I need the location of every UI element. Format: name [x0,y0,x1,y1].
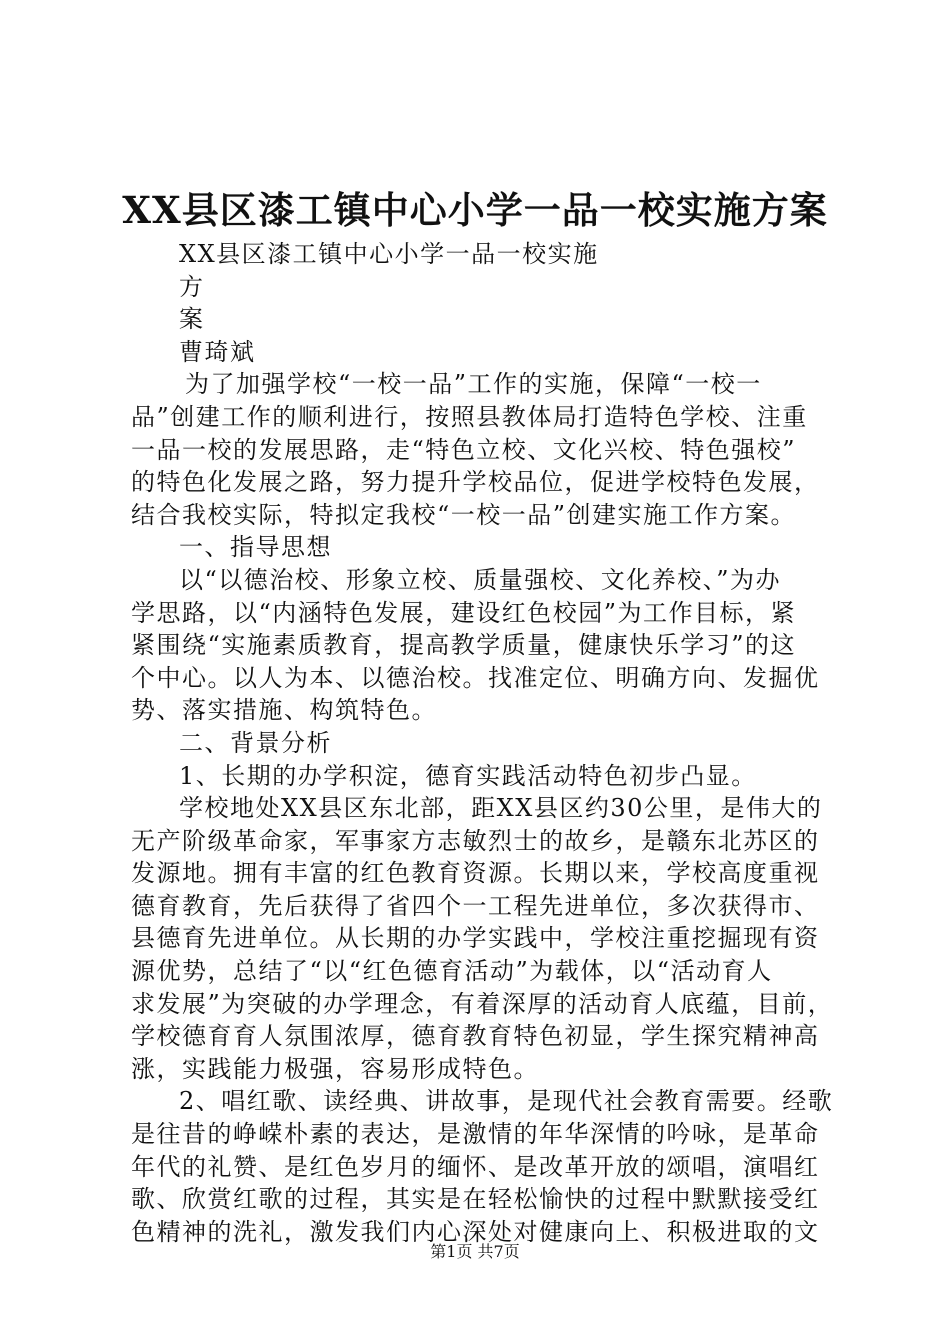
text-line: 年代的礼赞、是红色岁月的缅怀、是改革开放的颂唱，演唱红 [131,1152,820,1181]
document-body [131,238,834,1248]
text-line: 学校德育育人氛围浓厚，德育教育特色初显，学生探究精神高 [131,1022,820,1051]
text-line: 方 [179,272,205,301]
text-line: 品”创建工作的顺利进行，按照县教体局打造特色学校、注重 [131,402,808,431]
text-line: 结合我校实际，特拟定我校“一校一品”创建实施工作方案。 [131,500,797,529]
text-line: 无产阶级革命家，军事家方志敏烈士的故乡，是赣东北苏区的 [131,826,820,855]
text-line: XX县区漆工镇中心小学一品一校实施 [179,240,599,268]
text-line: 县德育先进单位。从长期的办学实践中，学校注重挖掘现有资 [131,924,820,953]
text-line: 曹琦斌 [179,337,256,366]
text-line: 案 [179,305,205,334]
text-line: 二、背景分析 [179,728,332,757]
text-line: 德育教育，先后获得了省四个一工程先进单位，多次获得市、 [131,891,820,920]
text-line: 色精神的洗礼，激发我们内心深处对健康向上、积极进取的文 [131,1217,820,1246]
text-line: 发源地。拥有丰富的红色教育资源。长期以来，学校高度重视 [131,859,820,888]
text-line: 歌、欣赏红歌的过程，其实是在轻松愉快的过程中默默接受红 [131,1185,820,1214]
text-line: 学思路，以“内涵特色发展，建设红色校园”为工作目标，紧 [131,598,797,627]
text-line: 势、落实措施、构筑特色。 [131,696,437,725]
text-line: 一品一校的发展思路，走“特色立校、文化兴校、特色强校” [131,435,797,464]
text-line: 紧围绕“实施素质教育，提高教学质量，健康快乐学习”的这 [131,631,797,660]
text-line: 涨，实践能力极强，容易形成特色。 [131,1054,539,1083]
text-line: 一、指导思想 [179,533,332,562]
document-title: XX县区漆工镇中心小学一品一校实施方案 [122,188,828,232]
text-line: 是往昔的峥嵘朴素的表达，是激情的年华深情的吟咏，是革命 [131,1120,820,1149]
text-line: 求发展”为突破的办学理念，有着深厚的活动育人底蕴，目前， [131,989,834,1018]
text-line: 个中心。以人为本、以德治校。找准定位、明确方向、发掘优 [131,663,820,692]
text-line: 源优势，总结了“以“红色德育活动”为载体，以“活动育人 [131,957,773,986]
text-line: 学校地处XX县区东北部，距XX县区约30公里，是伟大的 [179,794,823,823]
page-footer: 第1页 共7页 [430,1242,520,1261]
text-line: 为了加强学校“一校一品”工作的实施，保障“一校一 [185,370,762,399]
text-line: 以“以德治校、形象立校、质量强校、文化养校、”为办 [179,565,782,594]
text-line: 2、唱红歌、读经典、讲故事，是现代社会教育需要。经歌 [179,1087,834,1116]
text-line: 1、长期的办学积淀，德育实践活动特色初步凸显。 [179,761,757,790]
text-line: 的特色化发展之路，努力提升学校品位，促进学校特色发展， [131,468,820,497]
